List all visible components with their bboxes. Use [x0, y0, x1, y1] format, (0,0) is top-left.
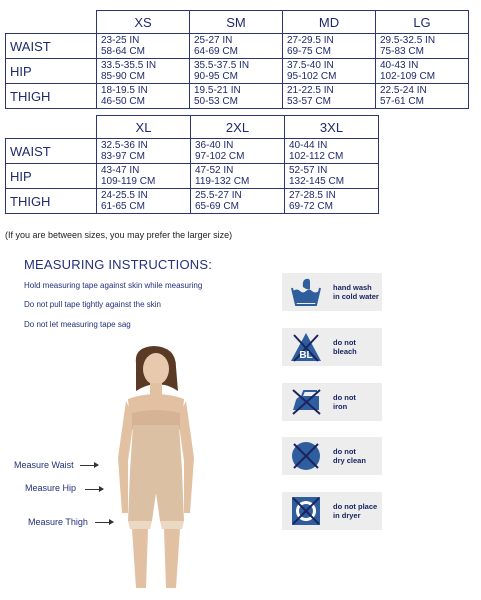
care-text: do not dry clean: [333, 447, 366, 465]
size-cell: 33.5-35.5 IN 85-90 CM: [97, 59, 190, 84]
size-cell: 40-43 IN 102-109 CM: [376, 59, 469, 84]
table-row: [6, 164, 379, 189]
size-cell: 36-40 IN 97-102 CM: [191, 139, 285, 164]
size-cell: 27-29.5 IN 69-75 CM: [283, 34, 376, 59]
measure-thigh-label: Measure Thigh: [28, 517, 88, 527]
size-cell: 18-19.5 IN 46-50 CM: [97, 84, 190, 109]
table-corner: [6, 116, 97, 139]
care-text: hand wash in cold water: [333, 283, 379, 301]
care-no-dry-clean: [282, 437, 382, 475]
size-header-md: MD: [283, 11, 376, 34]
size-cell: 47-52 IN 119-132 CM: [191, 164, 285, 189]
table-row: [6, 139, 379, 164]
care-text: do not bleach: [333, 338, 357, 356]
row-label-hip: HIP: [6, 164, 97, 189]
instruction-item: Do not let measuring tape sag: [24, 320, 131, 329]
hip-arrow-icon: [85, 489, 103, 490]
size-cell: 21-22.5 IN 53-57 CM: [283, 84, 376, 109]
care-no-bleach: [282, 328, 382, 366]
size-cell: 29.5-32.5 IN 75-83 CM: [376, 34, 469, 59]
care-text: do not place in dryer: [333, 502, 378, 520]
measuring-title: MEASURING INSTRUCTIONS:: [24, 257, 213, 272]
instruction-item: Hold measuring tape against skin while measuring: [24, 281, 203, 290]
size-cell: 40-44 IN 102-112 CM: [285, 139, 379, 164]
size-cell: 23-25 IN 58-64 CM: [97, 34, 190, 59]
size-cell: 25.5-27 IN 65-69 CM: [191, 189, 285, 214]
row-label-waist: WAIST: [6, 34, 97, 59]
thigh-arrow-icon: [95, 522, 113, 523]
do-not-tumble-dry-icon: [290, 495, 322, 527]
row-label-hip: HIP: [6, 59, 97, 84]
size-cell: 22.5-24 IN 57-61 CM: [376, 84, 469, 109]
care-hand-wash: [282, 273, 382, 311]
row-label-waist: WAIST: [6, 139, 97, 164]
svg-text:BL: BL: [299, 350, 313, 361]
size-header-lg: LG: [376, 11, 469, 34]
size-header-xl: XL: [97, 116, 191, 139]
waist-arrow-icon: [80, 465, 98, 466]
care-no-iron: [282, 383, 382, 421]
size-cell: 43-47 IN 109-119 CM: [97, 164, 191, 189]
size-cell: 52-57 IN 132-145 CM: [285, 164, 379, 189]
care-no-dryer: [282, 492, 382, 530]
model-photo: [106, 343, 206, 593]
do-not-dry-clean-icon: [290, 440, 322, 472]
size-header-3xl: 3XL: [285, 116, 379, 139]
measure-waist-label: Measure Waist: [14, 460, 74, 470]
size-header-2xl: 2XL: [191, 116, 285, 139]
hand-wash-icon: [290, 276, 322, 308]
table-corner: [6, 11, 97, 34]
row-label-thigh: THIGH: [6, 189, 97, 214]
size-cell: 35.5-37.5 IN 90-95 CM: [190, 59, 283, 84]
do-not-bleach-icon: [290, 331, 322, 363]
sizing-note: (If you are between sizes, you may prefer the larger size): [5, 230, 233, 240]
size-cell: 25-27 IN 64-69 CM: [190, 34, 283, 59]
table-row: [6, 59, 469, 84]
size-header-sm: SM: [190, 11, 283, 34]
size-header-xs: XS: [97, 11, 190, 34]
measure-hip-label: Measure Hip: [25, 483, 77, 493]
table-row: [6, 189, 379, 214]
instruction-item: Do not pull tape tightly against the skin: [24, 300, 161, 309]
row-label-thigh: THIGH: [6, 84, 97, 109]
size-chart-table-2: [5, 115, 379, 214]
size-chart-table-1: [5, 10, 469, 109]
size-cell: 37.5-40 IN 95-102 CM: [283, 59, 376, 84]
table-row: [6, 34, 469, 59]
care-text: do not iron: [333, 393, 356, 411]
size-cell: 19.5-21 IN 50-53 CM: [190, 84, 283, 109]
do-not-iron-icon: [290, 386, 322, 418]
table-row: [6, 84, 469, 109]
size-cell: 27-28.5 IN 69-72 CM: [285, 189, 379, 214]
size-cell: 32.5-36 IN 83-97 CM: [97, 139, 191, 164]
size-cell: 24-25.5 IN 61-65 CM: [97, 189, 191, 214]
